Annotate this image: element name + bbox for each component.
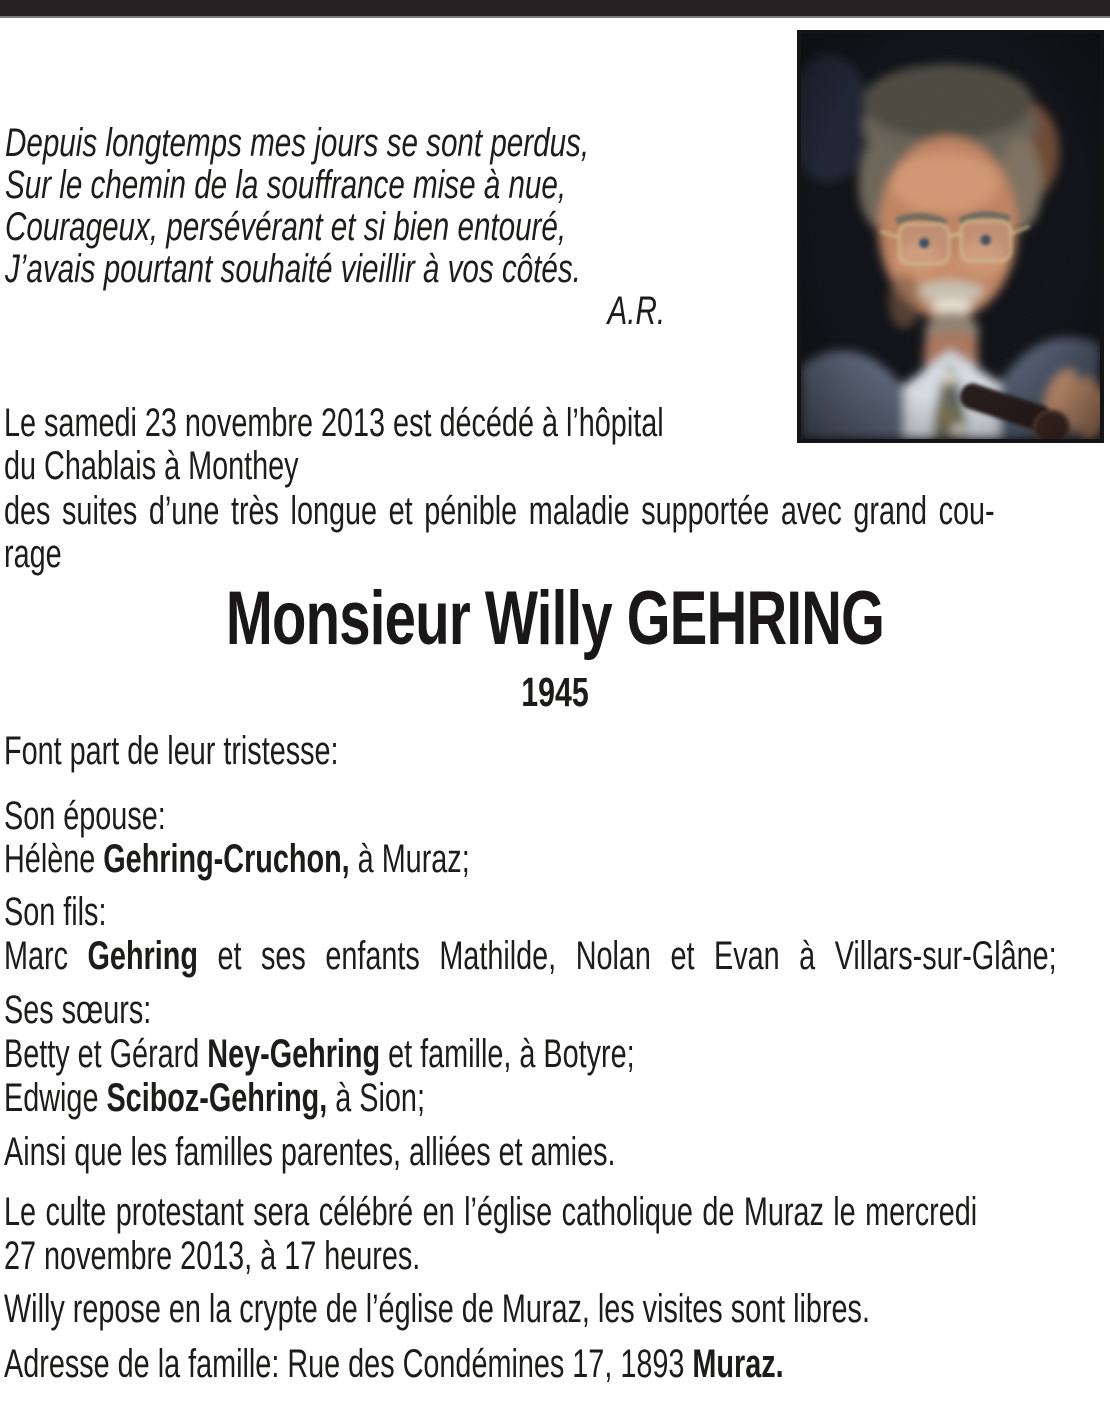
- service-line: 27 novembre 2013, à 17 heures.: [4, 1234, 421, 1278]
- announcement-paragraph: [4, 402, 1105, 488]
- service-line: Le culte protestant sera célébré en l’église catholique de Muraz le mercredi: [4, 1190, 978, 1234]
- spouse-post: à Muraz;: [349, 837, 470, 881]
- poem-signature: A.R.: [607, 289, 666, 333]
- son-paragraph: [4, 890, 1105, 978]
- families-closing: [4, 1130, 1105, 1174]
- sisters-label: Ses sœurs:: [4, 988, 152, 1032]
- families-closing-text: Ainsi que les familles parentes, alliées et amies.: [4, 1130, 616, 1174]
- son-post: et ses enfants Mathilde, Nolan et Evan à Villars-sur-Glâne;: [197, 934, 1057, 978]
- son-label: Son fils:: [4, 890, 107, 934]
- sisters-line: [4, 1076, 1105, 1120]
- spouse-surname: Gehring-Cruchon,: [103, 837, 350, 881]
- address-paragraph: [4, 1342, 1105, 1386]
- spouse-pre: Hélène: [4, 837, 104, 881]
- sisters-pre: Betty et Gérard: [4, 1032, 208, 1076]
- spouse-paragraph: [4, 795, 1105, 881]
- repose-paragraph: [4, 1287, 1105, 1331]
- poem-line: J’avais pourtant souhaité vieillir à vos côtés.: [5, 247, 581, 291]
- sisters-post: et famille, à Botyre;: [380, 1032, 635, 1076]
- announcement-line: rage: [4, 532, 62, 576]
- announcement-line: du Chablais à Monthey: [4, 444, 299, 488]
- deceased-name: Monsieur Willy GEHRING: [225, 576, 885, 661]
- bottom-rule: [0, 0, 1110, 11]
- address-pre: Adresse de la famille: Rue des Condémines 17, 1893: [4, 1342, 693, 1386]
- poem: [5, 122, 665, 332]
- portrait-photo: [797, 30, 1104, 443]
- son-surname: Gehring: [87, 934, 198, 978]
- poem-line: Depuis longtemps mes jours se sont perdus,: [5, 121, 590, 165]
- repose-text: Willy repose en la crypte de l’église de Muraz, les visites sont libres.: [4, 1287, 870, 1331]
- photo-grain: [801, 34, 1100, 439]
- address-town: Muraz.: [692, 1342, 784, 1386]
- son-pre: Marc: [4, 934, 88, 978]
- announcement-line: Le samedi 23 novembre 2013 est décédé à l’hôpital: [4, 401, 664, 445]
- spouse-line: [4, 838, 1105, 881]
- intro-text: Font part de leur tristesse:: [4, 729, 339, 773]
- announcement-continuation: [4, 490, 1105, 576]
- sisters-post: à Sion;: [327, 1076, 425, 1120]
- son-line: [4, 934, 1105, 978]
- service-paragraph: [4, 1190, 1105, 1278]
- birth-year: 1945: [521, 669, 589, 715]
- sisters-surname: Ney-Gehring: [207, 1032, 381, 1076]
- poem-line: Sur le chemin de la souffrance mise à nue,: [5, 163, 567, 207]
- announcement-line: des suites d’une très longue et pénible maladie supportée avec grand cou-: [4, 489, 995, 533]
- poem-line: Courageux, persévérant et si bien entouré,: [5, 205, 567, 249]
- spouse-label: Son épouse:: [4, 794, 166, 838]
- sisters-line: [4, 1032, 1105, 1076]
- sisters-paragraph: [4, 988, 1105, 1120]
- sisters-pre: Edwige: [4, 1076, 107, 1120]
- sisters-surname: Sciboz-Gehring,: [106, 1076, 328, 1120]
- address-line: [4, 1342, 1105, 1386]
- portrait-illustration: [801, 34, 1100, 439]
- intro-line: [4, 730, 1105, 773]
